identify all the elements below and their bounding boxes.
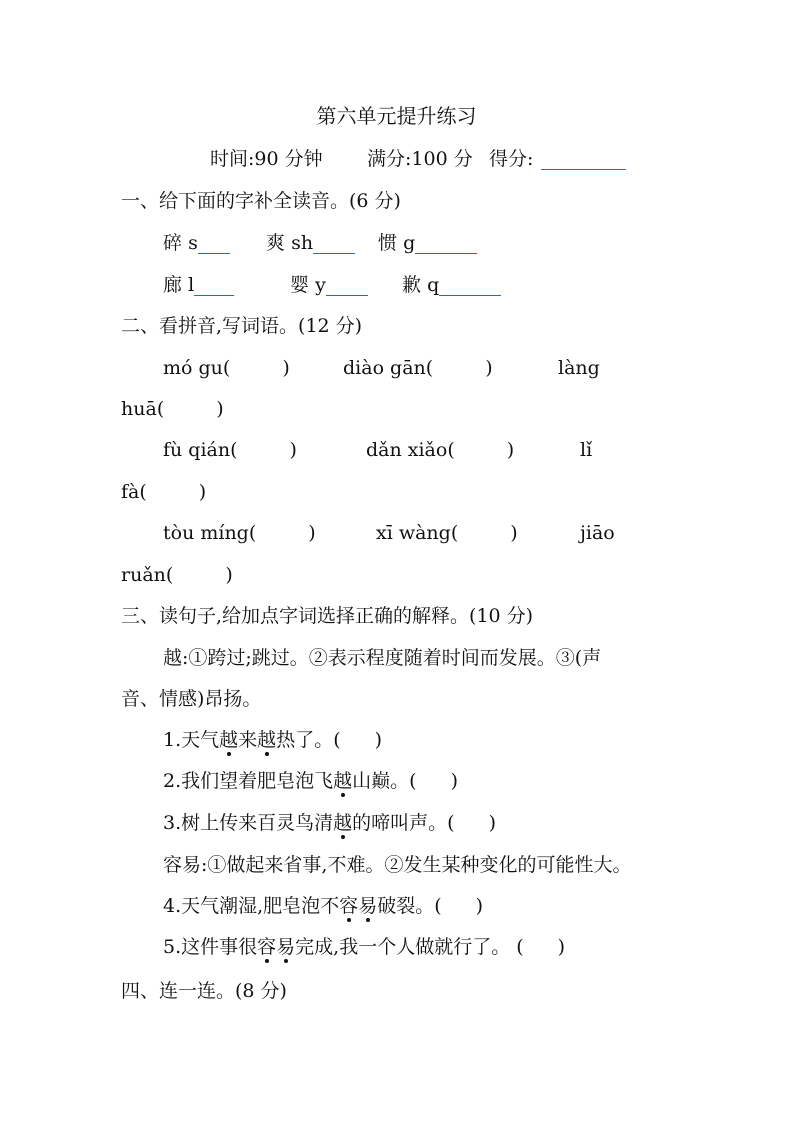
pinyin-item: 廊 l [163, 276, 234, 296]
dotted-char: 越 [257, 729, 277, 751]
dotted-char: 容 [339, 895, 359, 917]
pinyin-item: 爽 sh [266, 234, 355, 254]
pinyin-prompt-tail: fà( ) [121, 481, 207, 503]
definition-yue-line2: 音、情感)昂扬。 [121, 688, 262, 710]
definition-rongyi: 容易:①做起来省事,不难。②发生某种变化的可能性大。 [163, 854, 632, 876]
answer-blank[interactable] [313, 234, 355, 254]
full-score: 满分:100 分 [367, 148, 473, 170]
pinyin-item: 歉 q [402, 276, 501, 296]
pinyin-item: 碎 s [163, 234, 230, 254]
score-blank[interactable] [541, 150, 626, 170]
pinyin-prompt: diào gān( ) [343, 357, 493, 379]
question-4: 4.天气潮湿,肥皂泡不容易破裂。( ) [163, 895, 484, 917]
dotted-char: 越 [219, 729, 239, 751]
answer-blank[interactable] [415, 234, 477, 254]
question-3: 3.树上传来百灵鸟清越的啼叫声。( ) [163, 812, 496, 834]
question-1: 1.天气越来越热了。( ) [163, 729, 383, 751]
dotted-char: 越 [333, 812, 353, 834]
pinyin-prompt: xī wàng( ) [376, 522, 518, 544]
pinyin-prompt: mó gu( ) [163, 357, 290, 379]
pinyin-prompt: tòu míng( ) [163, 522, 316, 544]
dotted-char: 易 [358, 895, 378, 917]
pinyin-prompt-head: làng [558, 357, 600, 379]
pinyin-prompt-head: lǐ [580, 439, 593, 461]
pinyin-prompt-head: jiāo [580, 522, 615, 544]
dotted-char: 容 [257, 936, 277, 958]
section2-heading: 二、看拼音,写词语。(12 分) [121, 315, 363, 337]
section1-heading: 一、给下面的字补全读音。(6 分) [121, 190, 401, 212]
dotted-char: 越 [333, 770, 353, 792]
time-limit: 时间:90 分钟 [210, 148, 323, 170]
pinyin-item: 惯 g [378, 234, 477, 254]
pinyin-item: 婴 y [290, 276, 368, 296]
pinyin-prompt-tail: huā( ) [121, 398, 224, 420]
question-5: 5.这件事很容易完成,我一个人做就行了。 ( ) [163, 936, 566, 958]
pinyin-prompt: dǎn xiǎo( ) [366, 439, 515, 461]
page-title: 第六单元提升练习 [316, 104, 477, 128]
answer-blank[interactable] [326, 276, 368, 296]
section4-heading: 四、连一连。(8 分) [121, 980, 287, 1002]
definition-yue-line1: 越:①跨过;跳过。②表示程度随着时间而发展。③(声 [163, 647, 602, 669]
score-label: 得分: [489, 148, 534, 170]
answer-blank[interactable] [198, 234, 230, 254]
section3-heading: 三、读句子,给加点字词选择正确的解释。(10 分) [121, 605, 534, 627]
question-2: 2.我们望着肥皂泡飞越山巅。( ) [163, 770, 458, 792]
answer-blank[interactable] [439, 276, 501, 296]
pinyin-prompt: fù qián( ) [163, 439, 297, 461]
pinyin-prompt-tail: ruǎn( ) [121, 564, 233, 586]
answer-blank[interactable] [194, 276, 234, 296]
dotted-char: 易 [276, 936, 296, 958]
